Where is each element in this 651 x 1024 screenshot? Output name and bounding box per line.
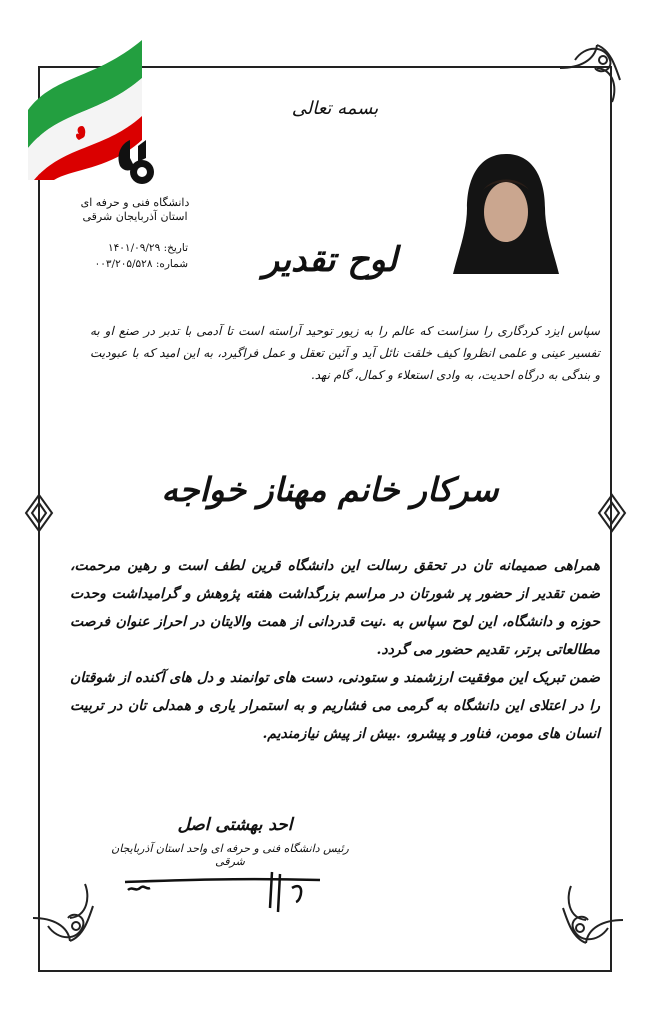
date-line <box>78 242 188 254</box>
signature <box>120 860 340 920</box>
body-text <box>70 552 600 748</box>
body-paragraph-2: ضمن تبریک این موفقیت ارزشمند و ستودنی، دست های توانمند و دل های آکنده از شوقتان را در اعتلای این دانشگاه به گرمی می فشاریم و به استمرار یاری و همدلی تان در تربیت انسان های مومن، فناور و پیشرو، .بیش از پیش نیازمندیم. <box>70 670 600 742</box>
number-line <box>78 258 188 270</box>
corner-ornament-bottom-left <box>28 876 98 946</box>
certificate-title: لوح تقدیر <box>262 240 398 280</box>
corner-ornament-top-right <box>555 40 625 110</box>
basmala: بسمه تعالی <box>291 98 379 119</box>
university-name-line1: دانشگاه فنی و حرفه ای <box>80 196 190 209</box>
corner-ornament-bottom-right <box>558 878 628 948</box>
university-logo <box>112 138 162 188</box>
signer-title: رئیس دانشگاه فنی و حرفه ای واحد استان آذربایجان شرقی <box>111 842 349 868</box>
university-name <box>80 196 190 224</box>
recipient-photo <box>453 150 559 280</box>
side-ornament-left <box>22 493 56 533</box>
date-value: ۱۴۰۱/۰۹/۲۹ <box>108 242 161 254</box>
side-ornament-right <box>595 493 629 533</box>
number-label: شماره: <box>155 258 188 270</box>
body-paragraph-1: همراهی صمیمانه تان در تحقق رسالت این دانشگاه قرین لطف است و رهین مرحمت، ضمن تقدیر از حضور پر شورتان در مراسم بزرگداشت هفته پژوهش و گرامیداشت وحدت حوزه و دانشگاه، این لوح سپاس به .نیت قدردانی از همت والایتان در احراز عنوان فرصت مطالعاتی برتر، تقدیم حضور می گردد. <box>70 558 600 658</box>
recipient-name: سرکار خانم مهناز خواجه <box>161 470 499 509</box>
number-value: ۰۰۳/۲۰۵/۵۲۸ <box>94 258 153 270</box>
university-name-line2: استان آذربایجان شرقی <box>82 210 188 223</box>
signer-name: احد بهشتی اصل <box>177 815 293 835</box>
date-label: تاریخ: <box>163 242 188 254</box>
intro-paragraph: سپاس ایزد کردگاری را سزاست که عالم را به زیور توحید آراسته است تا آدمی با تدبر در صنع او به تفسیر عینی و علمی انظروا کیف خلقت نائل آید و آئین تعقل و عمل فراگیرد، به این امید که با عبودیت و بندگی به درگاه احدیت، به وادی استعلاء و کمال، گام نهد. <box>90 324 600 382</box>
